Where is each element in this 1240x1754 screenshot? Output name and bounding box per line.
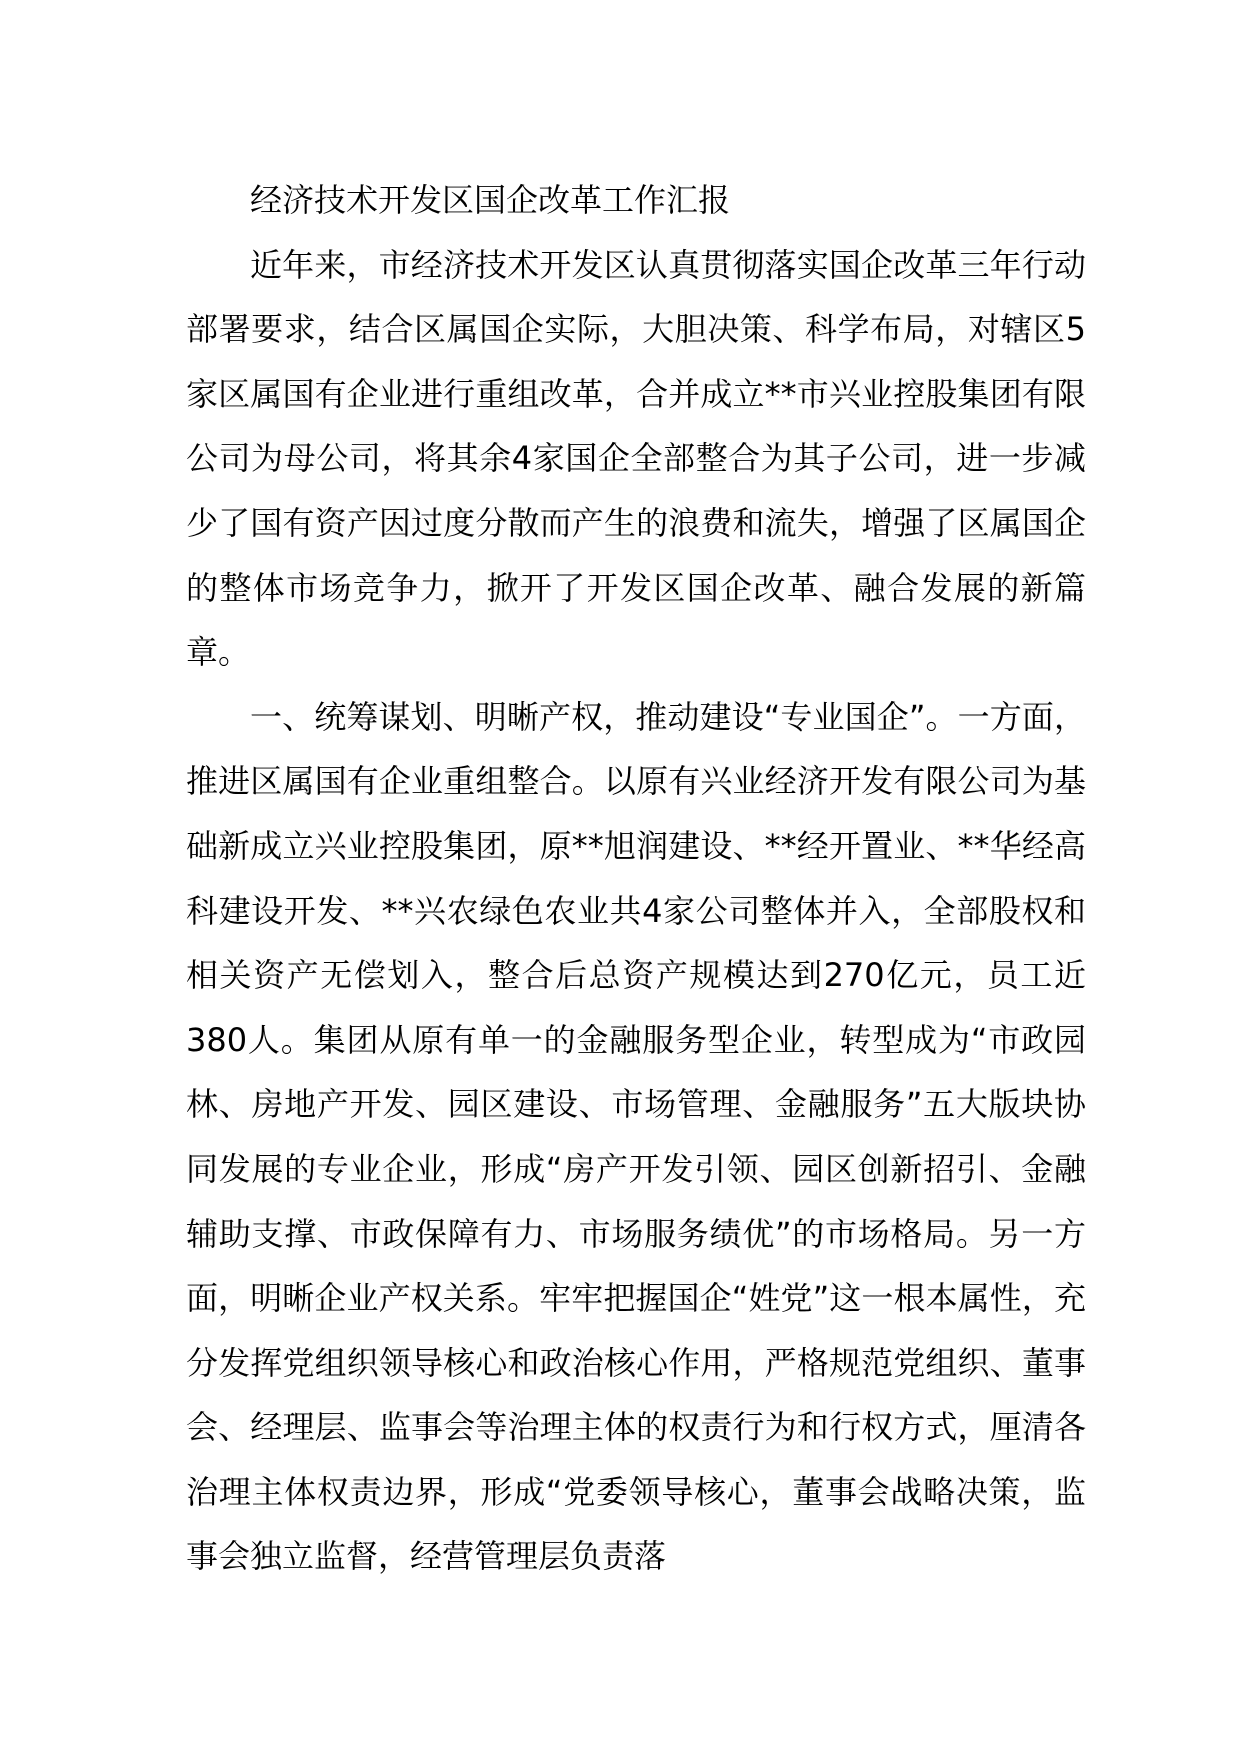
paragraph-intro: 近年来，市经济技术开发区认真贯彻落实国企改革三年行动部署要求，结合区属国企实际，大胆决策、科学布局，对辖区5家区属国有企业进行重组改革，合并成立**市兴业控股集团有限公司为母公司，将其余4家国企全部整合为其子公司，进一步减少了国有资产因过度分散而产生的浪费和流失，增强了区属国企的整体市场竞争力，掀开了开发区国企改革、融合发展的新篇章。 [186, 245, 1086, 672]
document-body [186, 168, 1086, 1589]
document-title: 经济技术开发区国企改革工作汇报 [250, 181, 731, 219]
paragraph-section-one: 一、统筹谋划、明晰产权，推动建设“专业国企”。一方面，推进区属国有企业重组整合。以原有兴业经济开发有限公司为基础新成立兴业控股集团，原**旭润建设、**经开置业、**华经高科建设开发、**兴农绿色农业共4家公司整体并入，全部股权和相关资产无偿划入，整合后总资产规模达到270亿元，员工近380人。集团从原有单一的金融服务型企业，转型成为“市政园林、房地产开发、园区建设、市场管理、金融服务”五大版块协同发展的专业企业，形成“房产开发引领、园区创新招引、金融辅助支撑、市政保障有力、市场服务绩优”的市场格局。另一方面，明晰企业产权关系。牢牢把握国企“姓党”这一根本属性，充分发挥党组织领导核心和政治核心作用，严格规范党组织、董事会、经理层、监事会等治理主体的权责行为和行权方式，厘清各治理主体权责边界，形成“党委领导核心，董事会战略决策，监事会独立监督，经营管理层负责落 [186, 697, 1086, 1576]
